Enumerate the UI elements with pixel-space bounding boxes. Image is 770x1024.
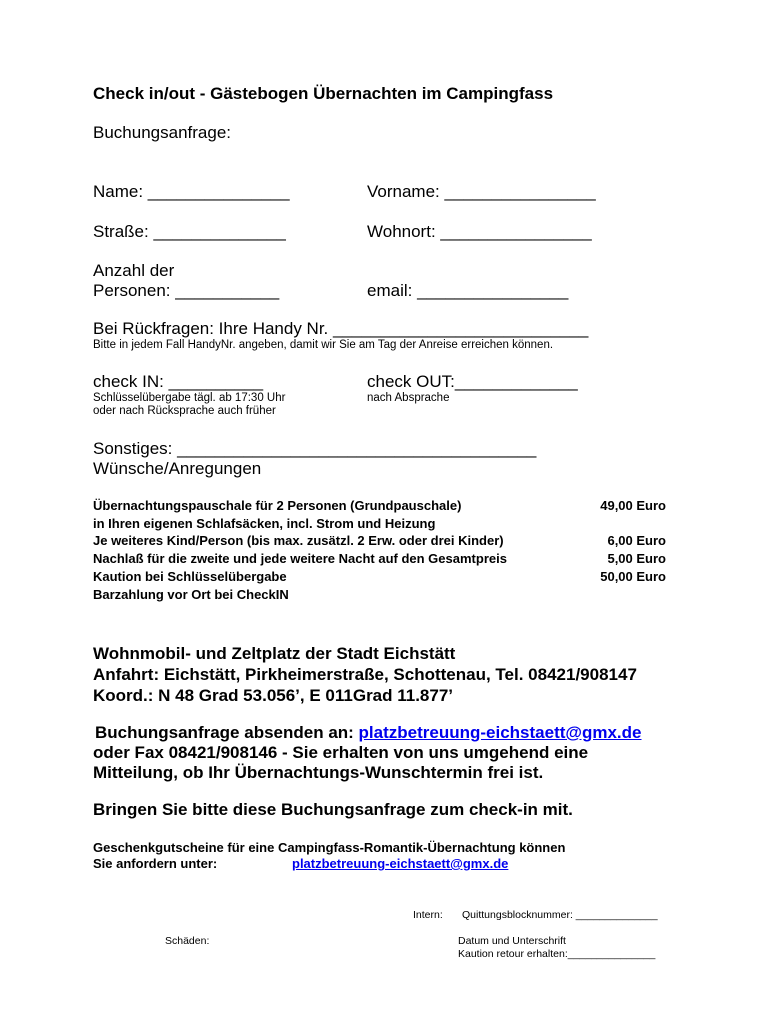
voucher-email-link[interactable]: platzbetreuung-eichstaett@gmx.de (292, 856, 509, 871)
bring-note: Bringen Sie bitte diese Buchungsanfrage zum check-in mit. (93, 800, 573, 819)
checkout-field[interactable]: check OUT:_____________ (367, 372, 578, 391)
wohnort-field[interactable]: Wohnort: ________________ (367, 222, 592, 241)
price-label: Nachlaß für die zweite und jede weitere Nacht auf den Gesamtpreis (93, 551, 507, 566)
page-title: Check in/out - Gästebogen Übernachten im Campingfass (93, 84, 554, 103)
booking-email-link[interactable]: platzbetreuung-eichstaett@gmx.de (358, 723, 642, 742)
wuensche-label: Wünsche/Anregungen (93, 459, 262, 478)
booking-send-label: Buchungsanfrage absenden an: (95, 723, 359, 742)
booking-fax: oder Fax 08421/908146 - Sie erhalten von uns umgehend eine (93, 743, 589, 762)
checkin-note: oder nach Rücksprache auch früher (93, 405, 276, 417)
intern-label: Intern: (413, 909, 443, 921)
email-field[interactable]: email: ________________ (367, 281, 569, 300)
quittung-field[interactable]: Quittungsblocknummer: ______________ (462, 909, 658, 921)
checkin-note: Schlüsselübergabe tägl. ab 17:30 Uhr (93, 392, 286, 404)
kaution-field[interactable]: Kaution retour erhalten:_______________ (458, 948, 656, 960)
checkout-note: nach Absprache (367, 392, 450, 404)
price-label: Barzahlung vor Ort bei CheckIN (93, 587, 289, 602)
schaeden-label: Schäden: (165, 935, 210, 947)
price-label: Kaution bei Schlüsselübergabe (93, 569, 287, 584)
booking-info: Mitteilung, ob Ihr Übernachtungs-Wunschtermin frei ist. (93, 763, 544, 782)
location-coordinates: Koord.: N 48 Grad 53.056’, E 011Grad 11.877’ (93, 686, 454, 705)
sonstiges-field[interactable]: Sonstiges: ______________________________________ (93, 439, 537, 458)
anzahl-label: Anzahl der (93, 261, 175, 280)
handy-note: Bitte in jedem Fall HandyNr. angeben, damit wir Sie am Tag der Anreise erreichen können. (93, 339, 554, 351)
personen-field[interactable]: Personen: ___________ (93, 281, 280, 300)
location-title: Wohnmobil- und Zeltplatz der Stadt Eichstätt (93, 644, 456, 663)
checkin-field[interactable]: check IN: __________ (93, 372, 264, 391)
price-value: 5,00 Euro (607, 551, 666, 566)
booking-subtitle: Buchungsanfrage: (93, 123, 231, 142)
booking-send-line (95, 722, 642, 743)
name-field[interactable]: Name: _______________ (93, 182, 290, 201)
price-value: 6,00 Euro (607, 533, 666, 548)
price-label: Je weiteres Kind/Person (bis max. zusätzl. 2 Erw. oder drei Kinder) (93, 533, 504, 548)
vorname-field[interactable]: Vorname: ________________ (367, 182, 596, 201)
voucher-label: Sie anfordern unter: (93, 856, 218, 871)
datum-label: Datum und Unterschrift (458, 935, 566, 947)
location-directions: Anfahrt: Eichstätt, Pirkheimerstraße, Schottenau, Tel. 08421/908147 (93, 665, 637, 684)
price-value: 50,00 Euro (600, 569, 666, 584)
handy-field[interactable]: Bei Rückfragen: Ihre Handy Nr. ___________________________ (93, 319, 589, 338)
price-label: Übernachtungspauschale für 2 Personen (Grundpauschale) (93, 498, 462, 513)
voucher-text: Geschenkgutscheine für eine Campingfass-Romantik-Übernachtung können (93, 840, 566, 855)
price-label: in Ihren eigenen Schlafsäcken, incl. Strom und Heizung (93, 516, 436, 531)
strasse-field[interactable]: Straße: ______________ (93, 222, 286, 241)
price-value: 49,00 Euro (600, 498, 666, 513)
